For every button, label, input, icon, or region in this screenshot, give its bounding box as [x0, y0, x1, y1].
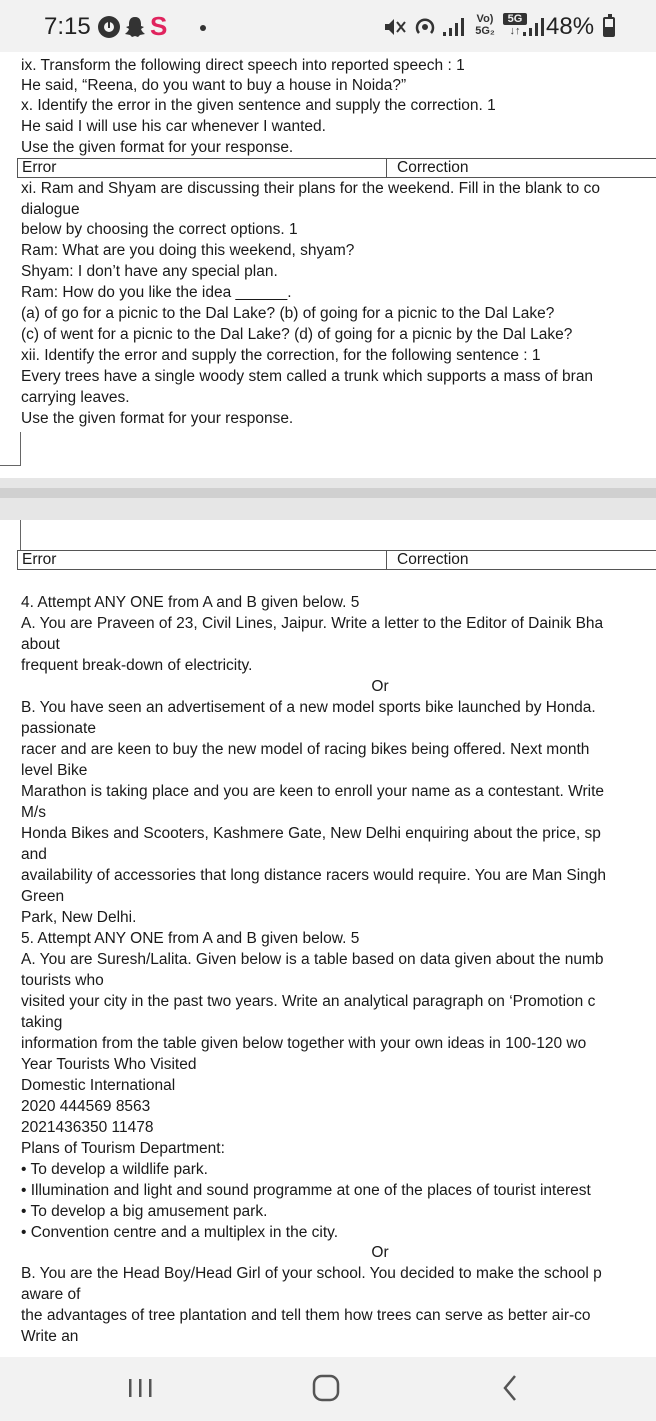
text-line: information from the table given below together with your own ideas in 100-120 wo	[21, 1035, 587, 1052]
text-line: visited your city in the past two years. Write an analytical paragraph on ‘Promotion c	[21, 993, 596, 1010]
question-xii: xii. Identify the error and supply the correction, for the following sentence : 1	[21, 347, 541, 364]
text-line: racer and are keen to buy the new model of racing bikes being offered. Next month	[21, 741, 590, 758]
question-xi: xi. Ram and Shyam are discussing their plans for the weekend. Fill in the blank to co	[21, 180, 600, 197]
snapchat-icon	[124, 15, 146, 39]
app-s-icon: S	[150, 11, 168, 41]
text-line: Park, New Delhi.	[21, 909, 137, 926]
option-line: (c) of went for a picnic to the Dal Lake? (d) of going for a picnic by the Dal Lake?	[21, 326, 573, 343]
text-line: Write an	[21, 1328, 79, 1345]
volte-icon: Vo) 5G₂	[475, 13, 495, 37]
bullet-item: • Illumination and light and sound programme at one of the places of tourist interest	[21, 1182, 591, 1199]
back-icon[interactable]	[497, 1371, 523, 1405]
text-line: B. You have seen an advertisement of a new model sports bike launched by Honda.	[21, 699, 596, 716]
mute-icon	[383, 16, 407, 38]
question-ix: ix. Transform the following direct speech into reported speech : 1	[21, 57, 465, 74]
text-line: Ram: How do you like the idea ______.	[21, 284, 292, 301]
recent-apps-icon[interactable]	[126, 1371, 156, 1405]
text-cursor-box	[0, 432, 21, 466]
page-break	[0, 478, 656, 520]
text-line: M/s	[21, 804, 46, 821]
text-line: A. You are Praveen of 23, Civil Lines, Jaipur. Write a letter to the Editor of Dainik Bha	[21, 615, 604, 632]
question-5: 5. Attempt ANY ONE from A and B given below. 5	[21, 930, 360, 947]
text-cursor	[20, 520, 21, 550]
or-separator: Or	[371, 1244, 389, 1261]
response-table-header	[17, 550, 656, 570]
signal-icon	[442, 16, 466, 38]
text-line: B. You are the Head Boy/Head Girl of your school. You decided to make the school p	[21, 1265, 602, 1282]
text-line: aware of	[21, 1286, 81, 1303]
battery-percent: 48%	[546, 13, 595, 40]
option-line: (a) of go for a picnic to the Dal Lake? (b) of going for a picnic to the Dal Lake?	[21, 305, 555, 322]
text-line: Year Tourists Who Visited	[21, 1056, 197, 1073]
question-4: 4. Attempt ANY ONE from A and B given below. 5	[21, 594, 360, 611]
response-table-header	[17, 158, 656, 178]
status-time: 7:15	[44, 13, 91, 40]
text-line: taking	[21, 1014, 63, 1031]
text-line: dialogue	[21, 201, 80, 218]
text-line: 2021436350 11478	[21, 1119, 154, 1136]
text-line: about	[21, 636, 60, 653]
document-page-2	[0, 520, 656, 1357]
text-line: carrying leaves.	[21, 389, 130, 406]
bullet-item: • To develop a big amusement park.	[21, 1203, 268, 1220]
battery-icon	[603, 17, 615, 37]
text-line: Honda Bikes and Scooters, Kashmere Gate, New Delhi enquiring about the price, sp	[21, 825, 601, 842]
home-icon[interactable]	[309, 1371, 343, 1405]
text-line: the advantages of tree plantation and tell them how trees can serve as better air-co	[21, 1307, 591, 1324]
text-line: He said, “Reena, do you want to buy a house in Noida?”	[21, 77, 407, 94]
text-line: Domestic International	[21, 1077, 176, 1094]
document-page-1	[0, 52, 656, 478]
text-line: 2020 444569 8563	[21, 1098, 151, 1115]
text-line: He said I will use his car whenever I wanted.	[21, 118, 326, 135]
table-header-error: Error	[22, 551, 57, 568]
text-line: Green	[21, 888, 65, 905]
text-line: Use the given format for your response.	[21, 410, 294, 427]
text-line: Ram: What are you doing this weekend, shyam?	[21, 242, 355, 259]
navigation-bar	[0, 1357, 656, 1421]
table-header-correction: Correction	[397, 159, 469, 176]
text-line: Marathon is taking place and you are keen to enroll your name as a contestant. Write	[21, 783, 605, 800]
text-line: frequent break-down of electricity.	[21, 657, 253, 674]
text-line: level Bike	[21, 762, 88, 779]
text-line: Every trees have a single woody stem called a trunk which supports a mass of bran	[21, 368, 594, 385]
status-bar	[0, 0, 656, 52]
or-separator: Or	[371, 678, 389, 695]
text-line: Shyam: I don’t have any special plan.	[21, 263, 278, 280]
text-line: A. You are Suresh/Lalita. Given below is a table based on data given about the numb	[21, 951, 604, 968]
text-line: below by choosing the correct options. 1	[21, 221, 298, 238]
signal-icon-2	[522, 16, 546, 38]
5g-icon: 5G ↓↑	[503, 13, 527, 41]
question-x: x. Identify the error in the given sentence and supply the correction. 1	[21, 97, 496, 114]
hotspot-icon	[413, 15, 437, 39]
text-line: passionate	[21, 720, 96, 737]
bullet-item: • Convention centre and a multiplex in the city.	[21, 1224, 339, 1241]
more-notifications-dot	[200, 25, 206, 31]
text-line: Use the given format for your response.	[21, 139, 294, 156]
text-line: Plans of Tourism Department:	[21, 1140, 225, 1157]
notification-badge-icon	[97, 15, 121, 39]
text-line: tourists who	[21, 972, 104, 989]
bullet-item: • To develop a wildlife park.	[21, 1161, 208, 1178]
table-header-error: Error	[22, 159, 57, 176]
text-line: availability of accessories that long distance racers would require. You are Man Singh	[21, 867, 607, 884]
text-line: and	[21, 846, 47, 863]
table-header-correction: Correction	[397, 551, 469, 568]
